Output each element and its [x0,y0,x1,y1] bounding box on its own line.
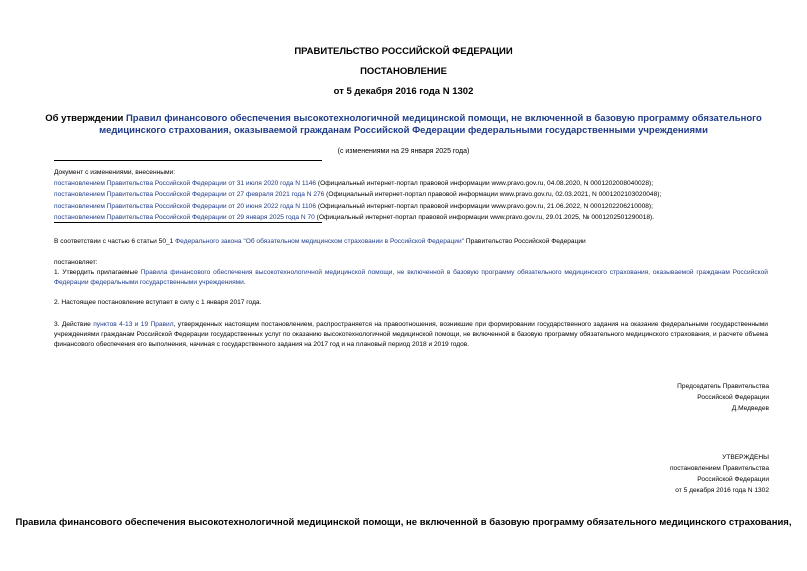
preamble-text-end: Правительство Российской Федерации [464,238,586,245]
rules-title: Правила финансового обеспечения высокотехнологичной медицинской помощи, не включенной в базовую программу обязательного медицинского страхования, [15,517,792,528]
rules-link[interactable]: Правила финансового обеспечения высокотехнологичной медицинской помощи, не включенной в базовую программу обязательного медицинского страхования, оказываемой гражданам Российской Федерации федеральными государственными учреждениями [54,269,768,287]
approved-country: Российской Федерации [697,476,769,483]
change-link[interactable]: постановлением Правительства Российской Федерации от 31 июля 2020 года N 1146 [54,180,317,188]
approved-by: постановлением Правительства [669,465,769,472]
signature-country: Российской Федерации [697,394,769,401]
p3-text: 3. Действие [54,321,94,328]
change-item [54,178,794,189]
p3-text-end: , утвержденных настоящим постановлением, распространяется на правоотношения, возникшие при формировании государственного задания на оказание федеральными государственными учреждениями гражданам Российской Федерации государственных услуг по оказанию высокотехнологичной медицинской помощи, не включенной в базовую программу обязательного медицинского страхования, и расчете объема финансового обеспечения его выполнения, начиная с государственного задания на 2017 год и на плановый период 2018 и 2019 годов. [54,321,768,349]
approved-heading: УТВЕРЖДЕНЫ [722,454,769,461]
change-link[interactable]: постановлением Правительства Российской Федерации от 27 февраля 2021 года N 276 [54,191,325,199]
revision-note: (с изменениями на 29 января 2025 года) [337,148,470,155]
divider-bottom [54,222,322,223]
paragraph-preamble [54,237,768,247]
header-date: от 5 декабря 2016 года N 1302 [333,86,474,97]
paragraph-3 [54,320,768,351]
title-link-rules[interactable]: Правил финансового обеспечения высокотехнологичной медицинской помощи, не включенной в базовую программу обязательного [125,113,762,124]
change-source: (Официальный интернет-портал правовой информации www.pravo.gov.ru, 02.03.2021, N 0001202103020048); [324,191,662,199]
change-source: (Официальный интернет-портал правовой информации www.pravo.gov.ru, 04.08.2020, N 0001202008040028); [316,180,654,188]
federal-law-link[interactable]: Федерального закона "Об обязательном медицинском страховании в Российской Федерации" [175,238,465,245]
divider-top [54,160,322,161]
change-item [54,189,794,200]
change-link[interactable]: постановлением Правительства Российской Федерации от 20 июня 2022 года N 1106 [54,202,317,210]
changes-intro: Документ с изменениями, внесенными: [54,169,176,176]
preamble-text: В соответствии с частью 6 статьи 50_1 [54,238,176,245]
approved-date: от 5 декабря 2016 года N 1302 [675,487,769,494]
change-link[interactable]: постановлением Правительства Российской Федерации от 29 января 2025 года N 70 [54,213,315,221]
signature-name: Д.Медведев [731,405,769,412]
paragraph-1 [54,268,768,288]
signature-block [677,381,769,414]
paragraph-decrees: постановляет: [54,259,98,266]
document-title [40,113,767,137]
rules-points-link[interactable]: пунктов 4-13 и 19 Правил [93,321,174,328]
changes-block [54,167,794,223]
p1-end: . [243,279,246,287]
p1-text: 1. Утвердить прилагаемые [54,269,141,276]
change-item [54,201,794,212]
title-prefix: Об утверждении [45,113,126,124]
signature-position: Председатель Правительства [677,383,769,390]
change-source: (Официальный интернет-портал правовой информации www.pravo.gov.ru, 29.01.2025, № 0001202501290018). [314,213,655,221]
title-link-rules-cont[interactable]: медицинского страхования, оказываемой гражданам Российской Федерации федеральными государственными учреждениями [99,125,708,136]
approved-block [670,452,769,496]
change-source: (Официальный интернет-портал правовой информации www.pravo.gov.ru, 21.06.2022, N 0001202206210008); [316,202,653,210]
paragraph-2: 2. Настоящее постановление вступает в силу с 1 января 2017 года. [54,299,262,306]
header-resolution: ПОСТАНОВЛЕНИЕ [360,66,447,77]
header-government: ПРАВИТЕЛЬСТВО РОССИЙСКОЙ ФЕДЕРАЦИИ [294,46,513,57]
